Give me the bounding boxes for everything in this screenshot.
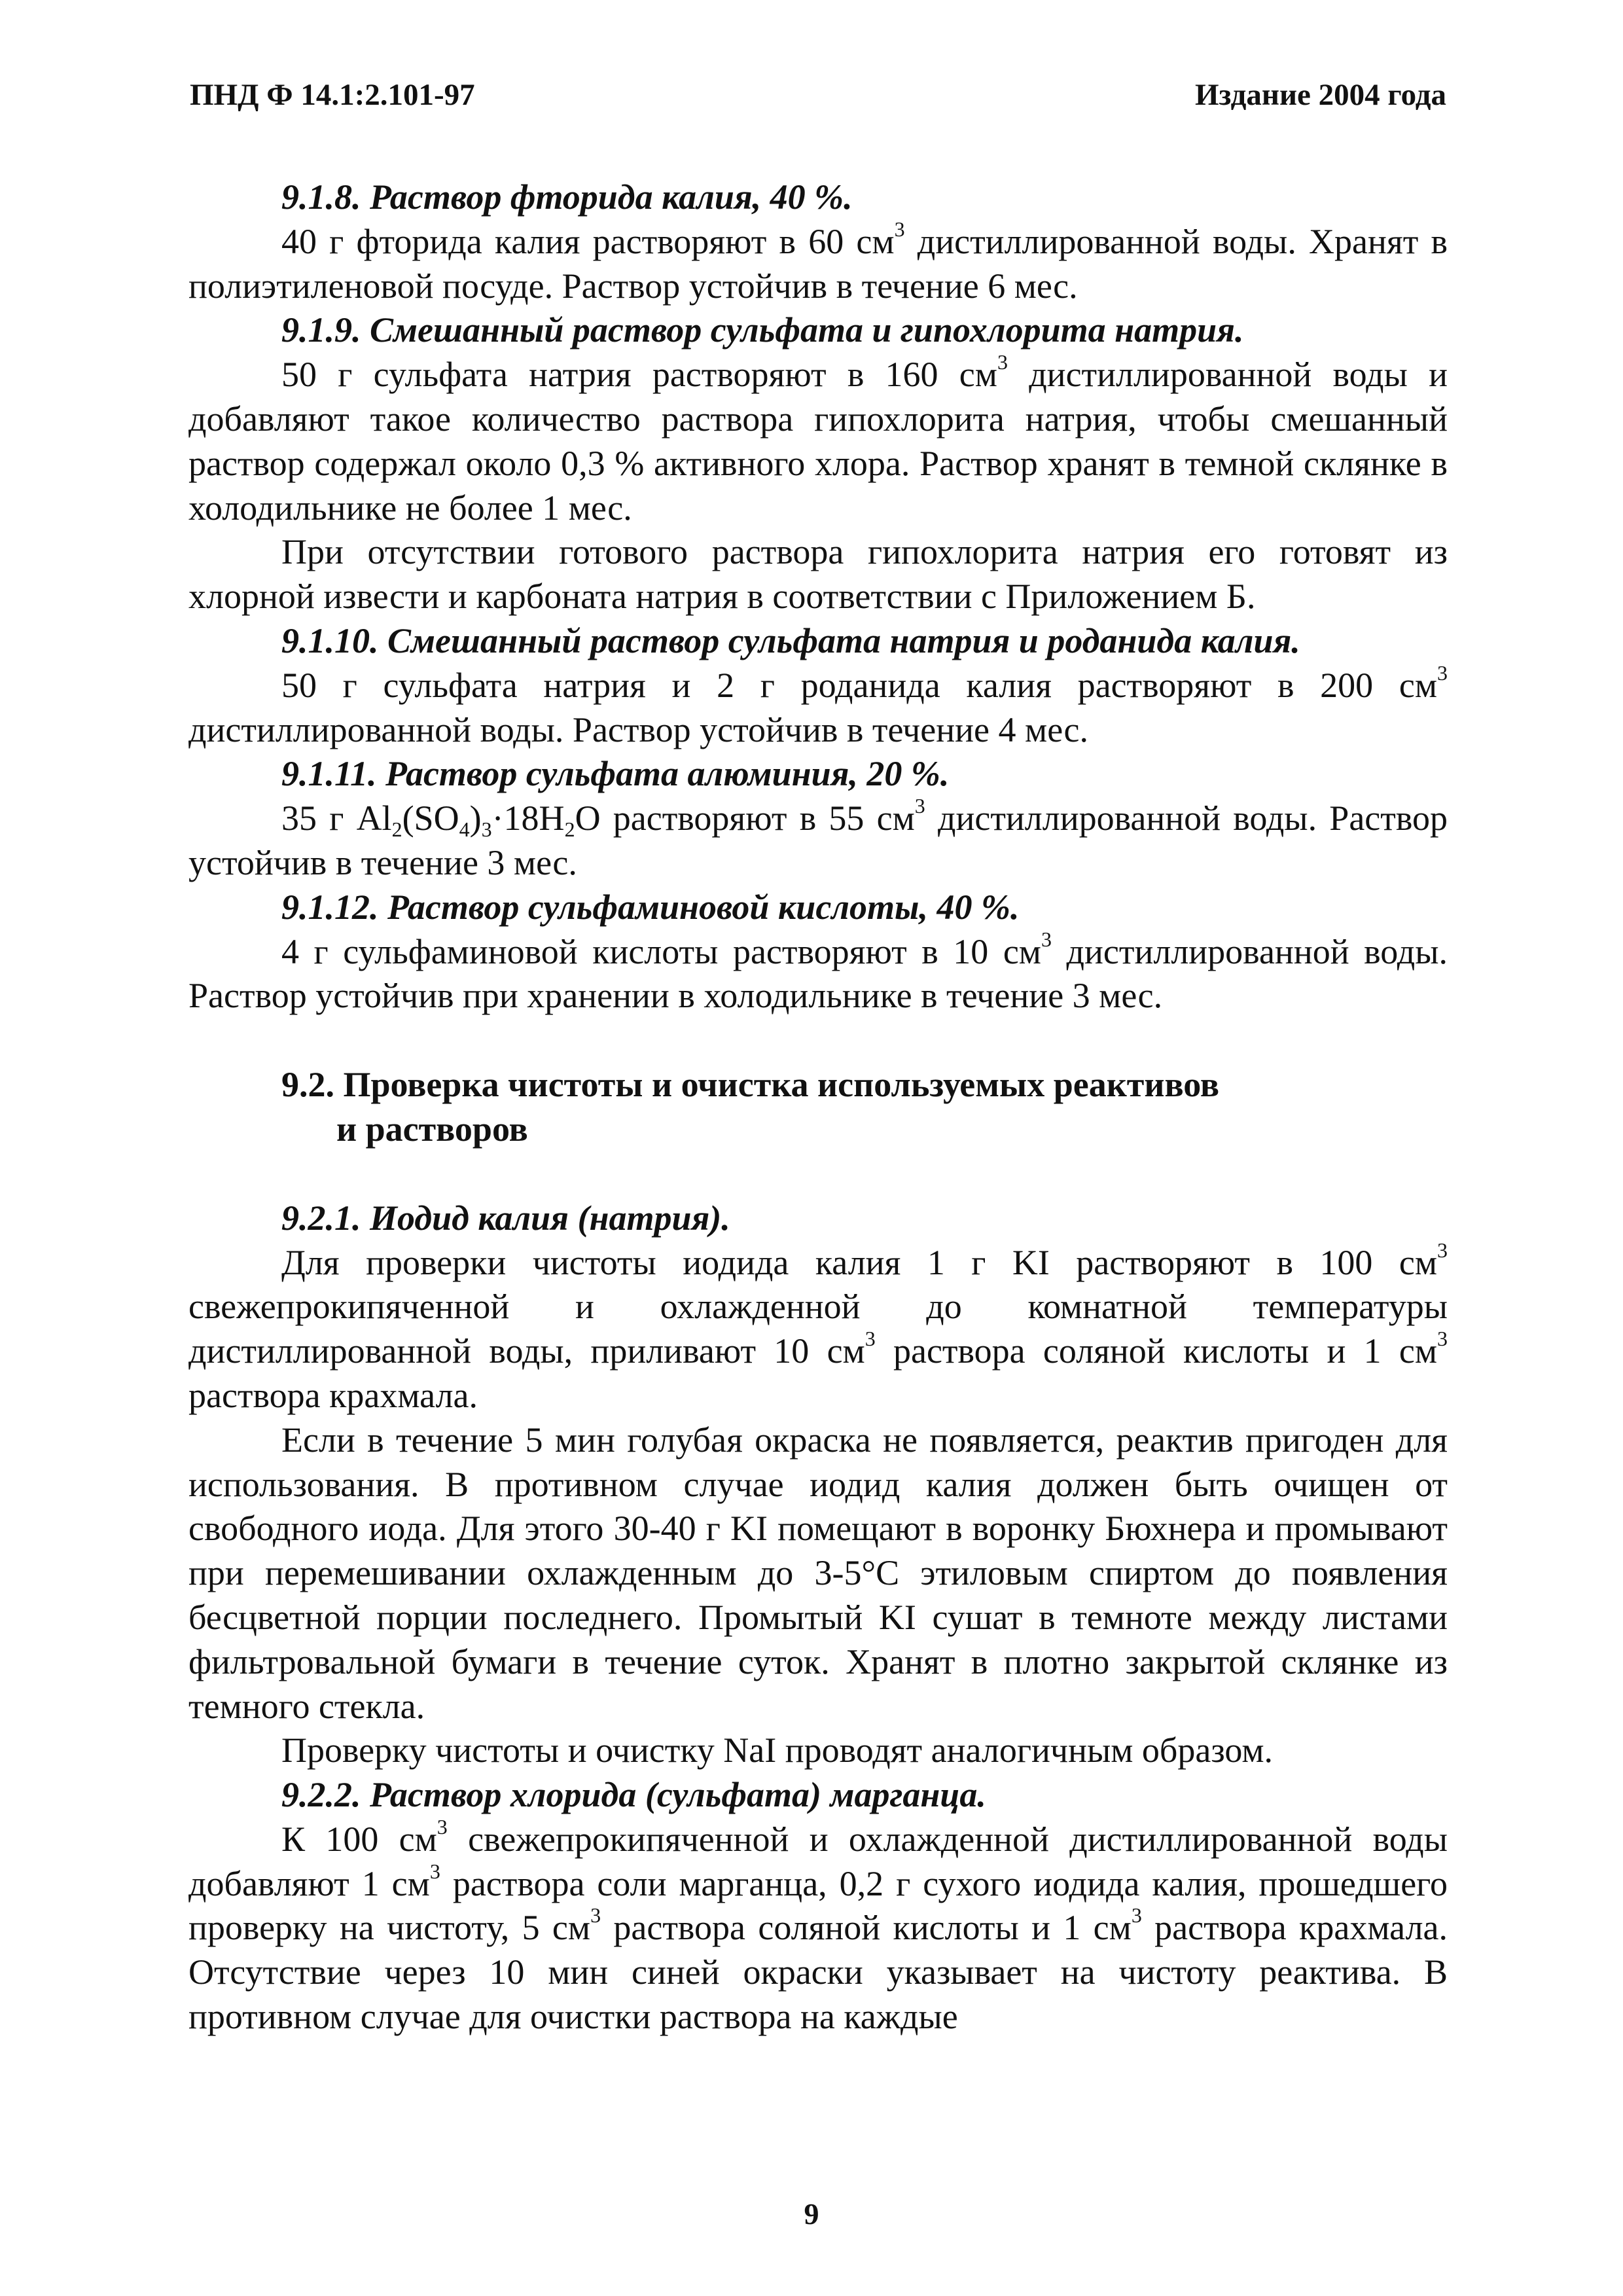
paragraph: 40 г фторида калия растворяют в 60 $см^3$ дистиллированной воды. Хранят в полиэтиленовой посуде. Раствор устойчив в течение 6 мес. — [188, 217, 1448, 306]
paragraph: Для проверки чистоты иодида калия 1 г KI растворяют в 100 $см^3$ свежепрокипяченной и охлажденной до комнатной температуры дистиллированной воды, приливают 10 $см^3$ раствора соляной кислоты и 1 $см^3$ раствора крахмала. — [188, 1238, 1448, 1415]
section-heading-9-1-12: 9.1.12. Раствор сульфаминовой кислоты, 40 %. — [281, 887, 1020, 927]
superscript: 3 — [1437, 1327, 1448, 1351]
superscript: 3 — [437, 1814, 448, 1839]
section-heading-9-2-2: 9.2.2. Раствор хлорида (сульфата) марганца. — [281, 1775, 986, 1815]
superscript: 3 — [865, 1327, 876, 1351]
paragraph: Если в течение 5 мин голубая окраска не появляется, реактив пригоден для использования. В противном случае иодид калия должен быть очищен от свободного иода. Для этого 30-40 г KI помещают в воронку Бюхнера и промывают при перемешивании охлажденным до 3-5°С этиловым спиртом до появления бесцветной порции последнего. Промытый KI сушат в темноте между листами фильтровальной бумаги в течение суток. Хранят в плотно закрытой склянке из темного стекла. — [188, 1420, 1448, 1726]
superscript: 3 — [914, 794, 925, 818]
page-header — [190, 77, 1446, 130]
section-heading-9-2-1: 9.2.1. Иодид калия (натрия). — [281, 1198, 730, 1238]
paragraph: 4 г сульфаминовой кислоты растворяют в 10 $см^3$ дистиллированной воды. Раствор устойчив при хранении в холодильнике в течение 3 мес. — [188, 927, 1448, 1016]
superscript: 3 — [1131, 1903, 1142, 1928]
paragraph: 50 г сульфата натрия растворяют в 160 $см^3$ дистиллированной воды и добавляют такое количество раствора гипохлорита натрия, чтобы смешанный раствор содержал около 0,3 % активного хлора. Раствор хранят в темной склянке в холодильнике не более 1 мес. — [188, 350, 1448, 528]
paragraph: К 100 $см^3$ свежепрокипяченной и охлажденной дистиллированной воды добавляют 1 $см^3$ раствора соли марганца, 0,2 г сухого иодида калия, прошедшего проверку на чистоту, 5 $см^3$ раствора соляной кислоты и 1 $см^3$ раствора крахмала. Отсутствие через 10 мин синей окраски указывает на чистоту реактива. В противном случае для очистки раствора на каждые — [188, 1814, 1448, 2037]
section-heading-9-1-8: 9.1.8. Раствор фторида калия, 40 %. — [281, 177, 853, 217]
section-heading-9-1-10: 9.1.10. Смешанный раствор сульфата натрия и роданида калия. — [281, 620, 1300, 660]
superscript: 3 — [590, 1903, 601, 1928]
superscript: 3 — [1437, 660, 1448, 685]
section-heading-9-1-9: 9.1.9. Смешанный раствор сульфата и гипохлорита натрия. — [281, 310, 1244, 350]
paragraph: 50 г сульфата натрия и 2 г роданида калия растворяют в 200 $см^3$ дистиллированной воды. Раствор устойчив в течение 4 мес. — [188, 660, 1448, 749]
paragraph: При отсутствии готового раствора гипохлорита натрия его готовят из хлорной извести и карбоната натрия в соответствии с Приложением Б. — [188, 532, 1448, 617]
superscript: 3 — [1041, 927, 1052, 951]
superscript: 3 — [429, 1859, 440, 1883]
document-body — [188, 175, 1448, 2039]
edition-label: Издание 2004 года — [1195, 78, 1446, 112]
superscript: 3 — [997, 350, 1008, 374]
paragraph: 35 г $Al_2(SO_4)_3\cdot 18H_2O$ растворяют в 55 $см^3$ дистиллированной воды. Раствор устойчив в течение 3 мес. — [188, 794, 1448, 882]
page-number: 9 — [804, 2197, 819, 2231]
section-heading-9-1-11: 9.1.11. Раствор сульфата алюминия, 20 %. — [281, 754, 950, 794]
paragraph: Проверку чистоты и очистку NaI проводят аналогичным образом. — [281, 1731, 1274, 1770]
document-code: ПНД Ф 14.1:2.101-97 — [190, 78, 475, 112]
section-heading-9-2: 9.2. Проверка чистоты и очистка используемых реактивов и растворов — [281, 1065, 1220, 1149]
superscript: 3 — [894, 217, 905, 241]
superscript: 3 — [1437, 1238, 1448, 1262]
